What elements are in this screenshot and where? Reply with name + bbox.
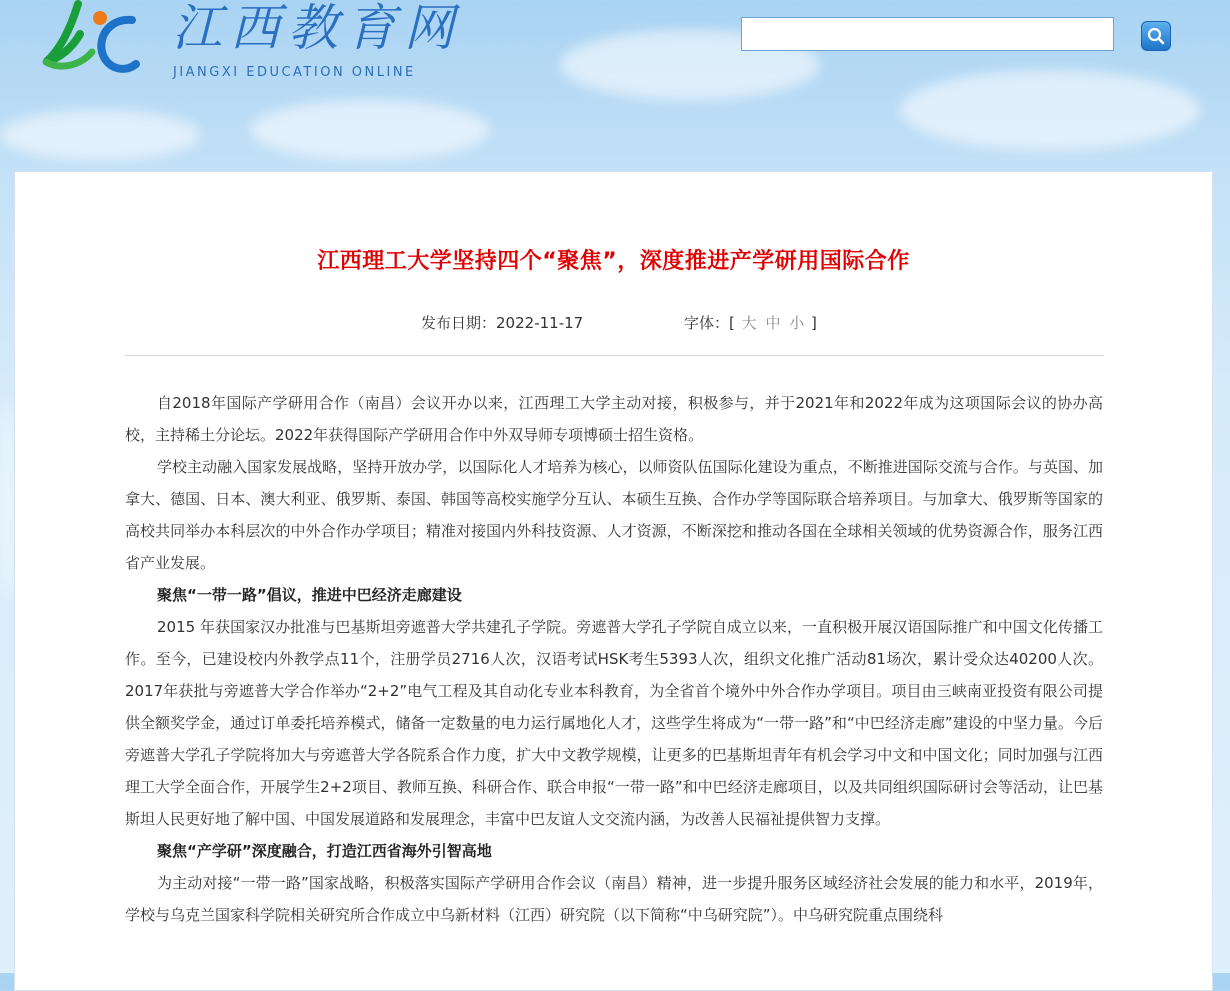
search-icon [1146,26,1166,46]
font-size-label: 字体： [684,314,730,332]
article-paragraph: 自2018年国际产学研用合作（南昌）会议开办以来，江西理工大学主动对接，积极参与，并于2021年和2022年成为这项国际会议的协办高校，主持稀土分论坛。2022年获得国际产学研用合作中外双导师专项博硕士招生资格。 [125,394,1103,444]
title-divider [125,355,1104,356]
site-logo-subtitle: JIANGXI EDUCATION ONLINE [173,65,416,80]
font-size-switcher [684,312,817,333]
article-subheading: 聚焦“产学研”深度融合，打造江西省海外引智高地 [157,842,492,860]
article-container [14,171,1213,991]
article-paragraph: 为主动对接“一带一路”国家战略，积极落实国际产学研用合作会议（南昌）精神，进一步提升服务区域经济社会发展的能力和水平，2019年，学校与乌克兰国家科学院相关研究所合作成立中乌新材料（江西）研究院（以下简称“中乌研究院”）。中乌研究院重点围绕科 [125,874,1103,924]
article-subheading: 聚焦“一带一路”倡议，推进中巴经济走廊建设 [157,586,462,604]
site-logo-title[interactable]: 江西教育网 [172,0,462,57]
site-header [0,0,1230,172]
article-paragraph: 2015 年获国家汉办批准与巴基斯坦旁遮普大学共建孔子学院。旁遮普大学孔子学院自成立以来，一直积极开展汉语国际推广和中国文化传播工作。至今，已建设校内外教学点11个，注册学员2716人次，汉语考试HSK考生5393人次，组织文化推广活动81场次，累计受众达40200人次。2017年获批与旁遮普大学合作举办“2+2”电气工程及其自动化专业本科教育，为全省首个境外中外合作办学项目。项目由三峡南亚投资有限公司提供全额奖学金，通过订单委托培养模式，储备一定数量的电力运行属地化人才，这些学生将成为“一带一路”和“中巴经济走廊”建设的中坚力量。今后旁遮普大学孔子学院将加大与旁遮普大学各院系合作力度，扩大中文教学规模，让更多的巴基斯坦青年有机会学习中文和中国文化；同时加强与江西理工大学全面合作，开展学生2+2项目、教师互换、科研合作、联合申报“一带一路”和中巴经济走廊项目，以及共同组织国际研讨会等活动，让巴基斯坦人民更好地了解中国、中国发展道路和发展理念，丰富中巴友谊人文交流内涵，为改善人民福祉提供智力支撑。 [125,618,1103,828]
font-bracket-close: ] [811,314,817,332]
search-input[interactable] [741,17,1114,51]
article-paragraph: 学校主动融入国家发展战略，坚持开放办学，以国际化人才培养为核心，以师资队伍国际化建设为重点，不断推进国际交流与合作。与英国、加拿大、德国、日本、澳大利亚、俄罗斯、泰国、韩国等高校实施学分互认、本硕生互换、合作办学等国际联合培养项目。与加拿大、俄罗斯等国家的高校共同举办本科层次的中外合作办学项目；精准对接国内外科技资源、人才资源，不断深挖和推动各国在全球相关领域的优势资源合作，服务江西省产业发展。 [125,458,1103,572]
publish-date [421,312,583,333]
publish-date-value: 2022-11-17 [496,314,584,332]
publish-date-label: 发布日期： [421,314,497,332]
font-size-medium-button[interactable]: 中 [765,314,781,332]
article-body [125,387,1103,931]
font-size-large-button[interactable]: 大 [741,314,757,332]
background-cloud [0,400,14,600]
font-size-small-button[interactable]: 小 [789,314,805,332]
site-logo-icon [40,0,140,80]
article-title: 江西理工大学坚持四个“聚焦”，深度推进产学研用国际合作 [317,249,910,274]
font-bracket-open: [ [729,314,735,332]
search-button[interactable] [1141,21,1171,51]
